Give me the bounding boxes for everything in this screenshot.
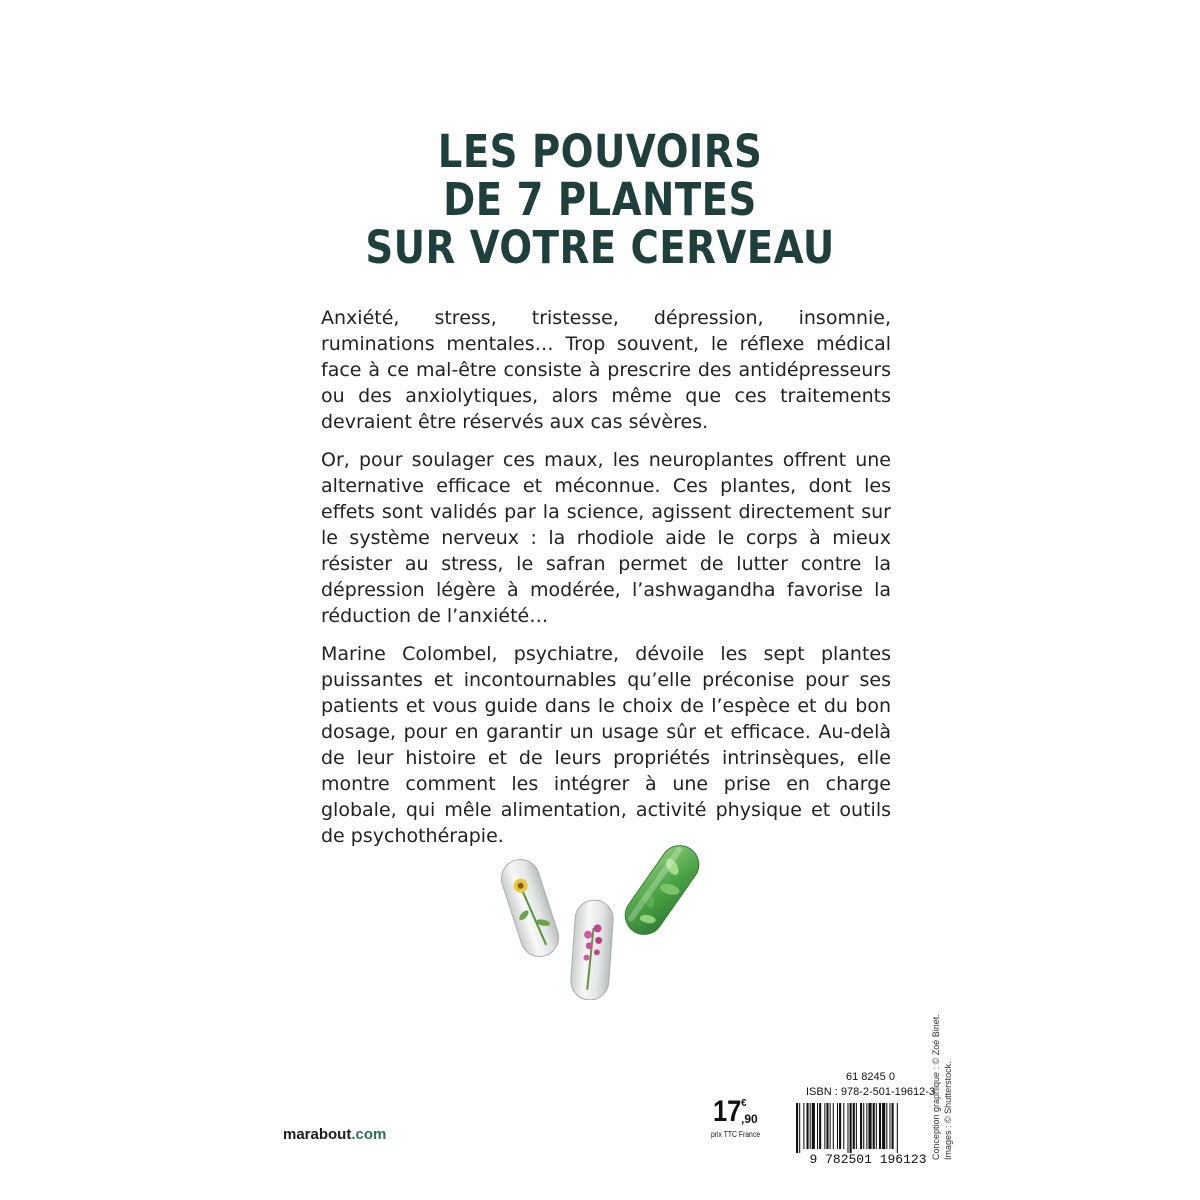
blurb-paragraph-3: Marine Colombel, psychiatre, dévoile les sept plantes puissantes et incontournables qu’elle préconise pour ses patients et vous guide dans le choix de l’espèce et du bon dosage, pour en garantir un usage sûr et efficace. Au-delà de leur histoire et de leurs propriétés intrinsèques, elle montre comment les intégrer à une prise en charge globale, qui mêle alimentation, activité physique et outils de psychothérapie. xyxy=(321,643,891,847)
price-cents: ,90 xyxy=(741,1112,758,1126)
blurb-paragraph-2: Or, pour soulager ces maux, les neuroplantes offrent une alternative efficace et méconnue. Ces plantes, dont les effets sont validés par la science, agissent directement sur le système nerveux : la rhodiole aide le corps à mieux résister au stress, le safran permet de lutter contre la dépression légère à modérée, l’ashwagandha favorise la réduction de l’anxiété… xyxy=(321,449,891,627)
blurb-paragraph-1: Anxiété, stress, tristesse, dépression, insomnie, ruminations mentales… Trop souvent, le réflexe médical face à ce mal-être consiste à prescrire des antidépresseurs ou des anxiolytiques, alors même que ces traitements devraient être réservés aux cas sévères. xyxy=(321,307,891,433)
capsule-green-leaves xyxy=(618,838,706,942)
product-codes xyxy=(806,1070,935,1100)
plant-capsules-illustration xyxy=(490,830,720,1000)
price-currency: € xyxy=(741,1098,747,1109)
isbn-code: ISBN : 978-2-501-19612-3 xyxy=(806,1086,936,1098)
title-line-3: SUR VOTRE CERVEAU xyxy=(365,221,835,274)
title-line-2: DE 7 PLANTES xyxy=(443,173,757,226)
title-line-1: LES POUVOIRS xyxy=(437,125,763,178)
barcode xyxy=(790,1103,945,1165)
capsule-yellow-flower xyxy=(496,855,563,962)
price-tag xyxy=(711,1095,760,1139)
credits xyxy=(930,1014,954,1160)
capsule-pink-flower xyxy=(570,899,615,1000)
book-title xyxy=(84,125,1116,274)
credit-images: Images : © Shutterstock. xyxy=(943,1061,953,1160)
reference-code: 61 8245 0 xyxy=(846,1071,895,1083)
price-euros: 17 xyxy=(713,1095,742,1128)
price-note: prix TTC France xyxy=(711,1130,760,1139)
publisher-website[interactable]: marabout.com xyxy=(283,1126,387,1143)
barcode-digits: 9 782501 196123 xyxy=(809,1152,927,1165)
credit-design: Conception graphique : © Zoé Binet. xyxy=(931,1014,941,1160)
blurb xyxy=(321,305,891,861)
